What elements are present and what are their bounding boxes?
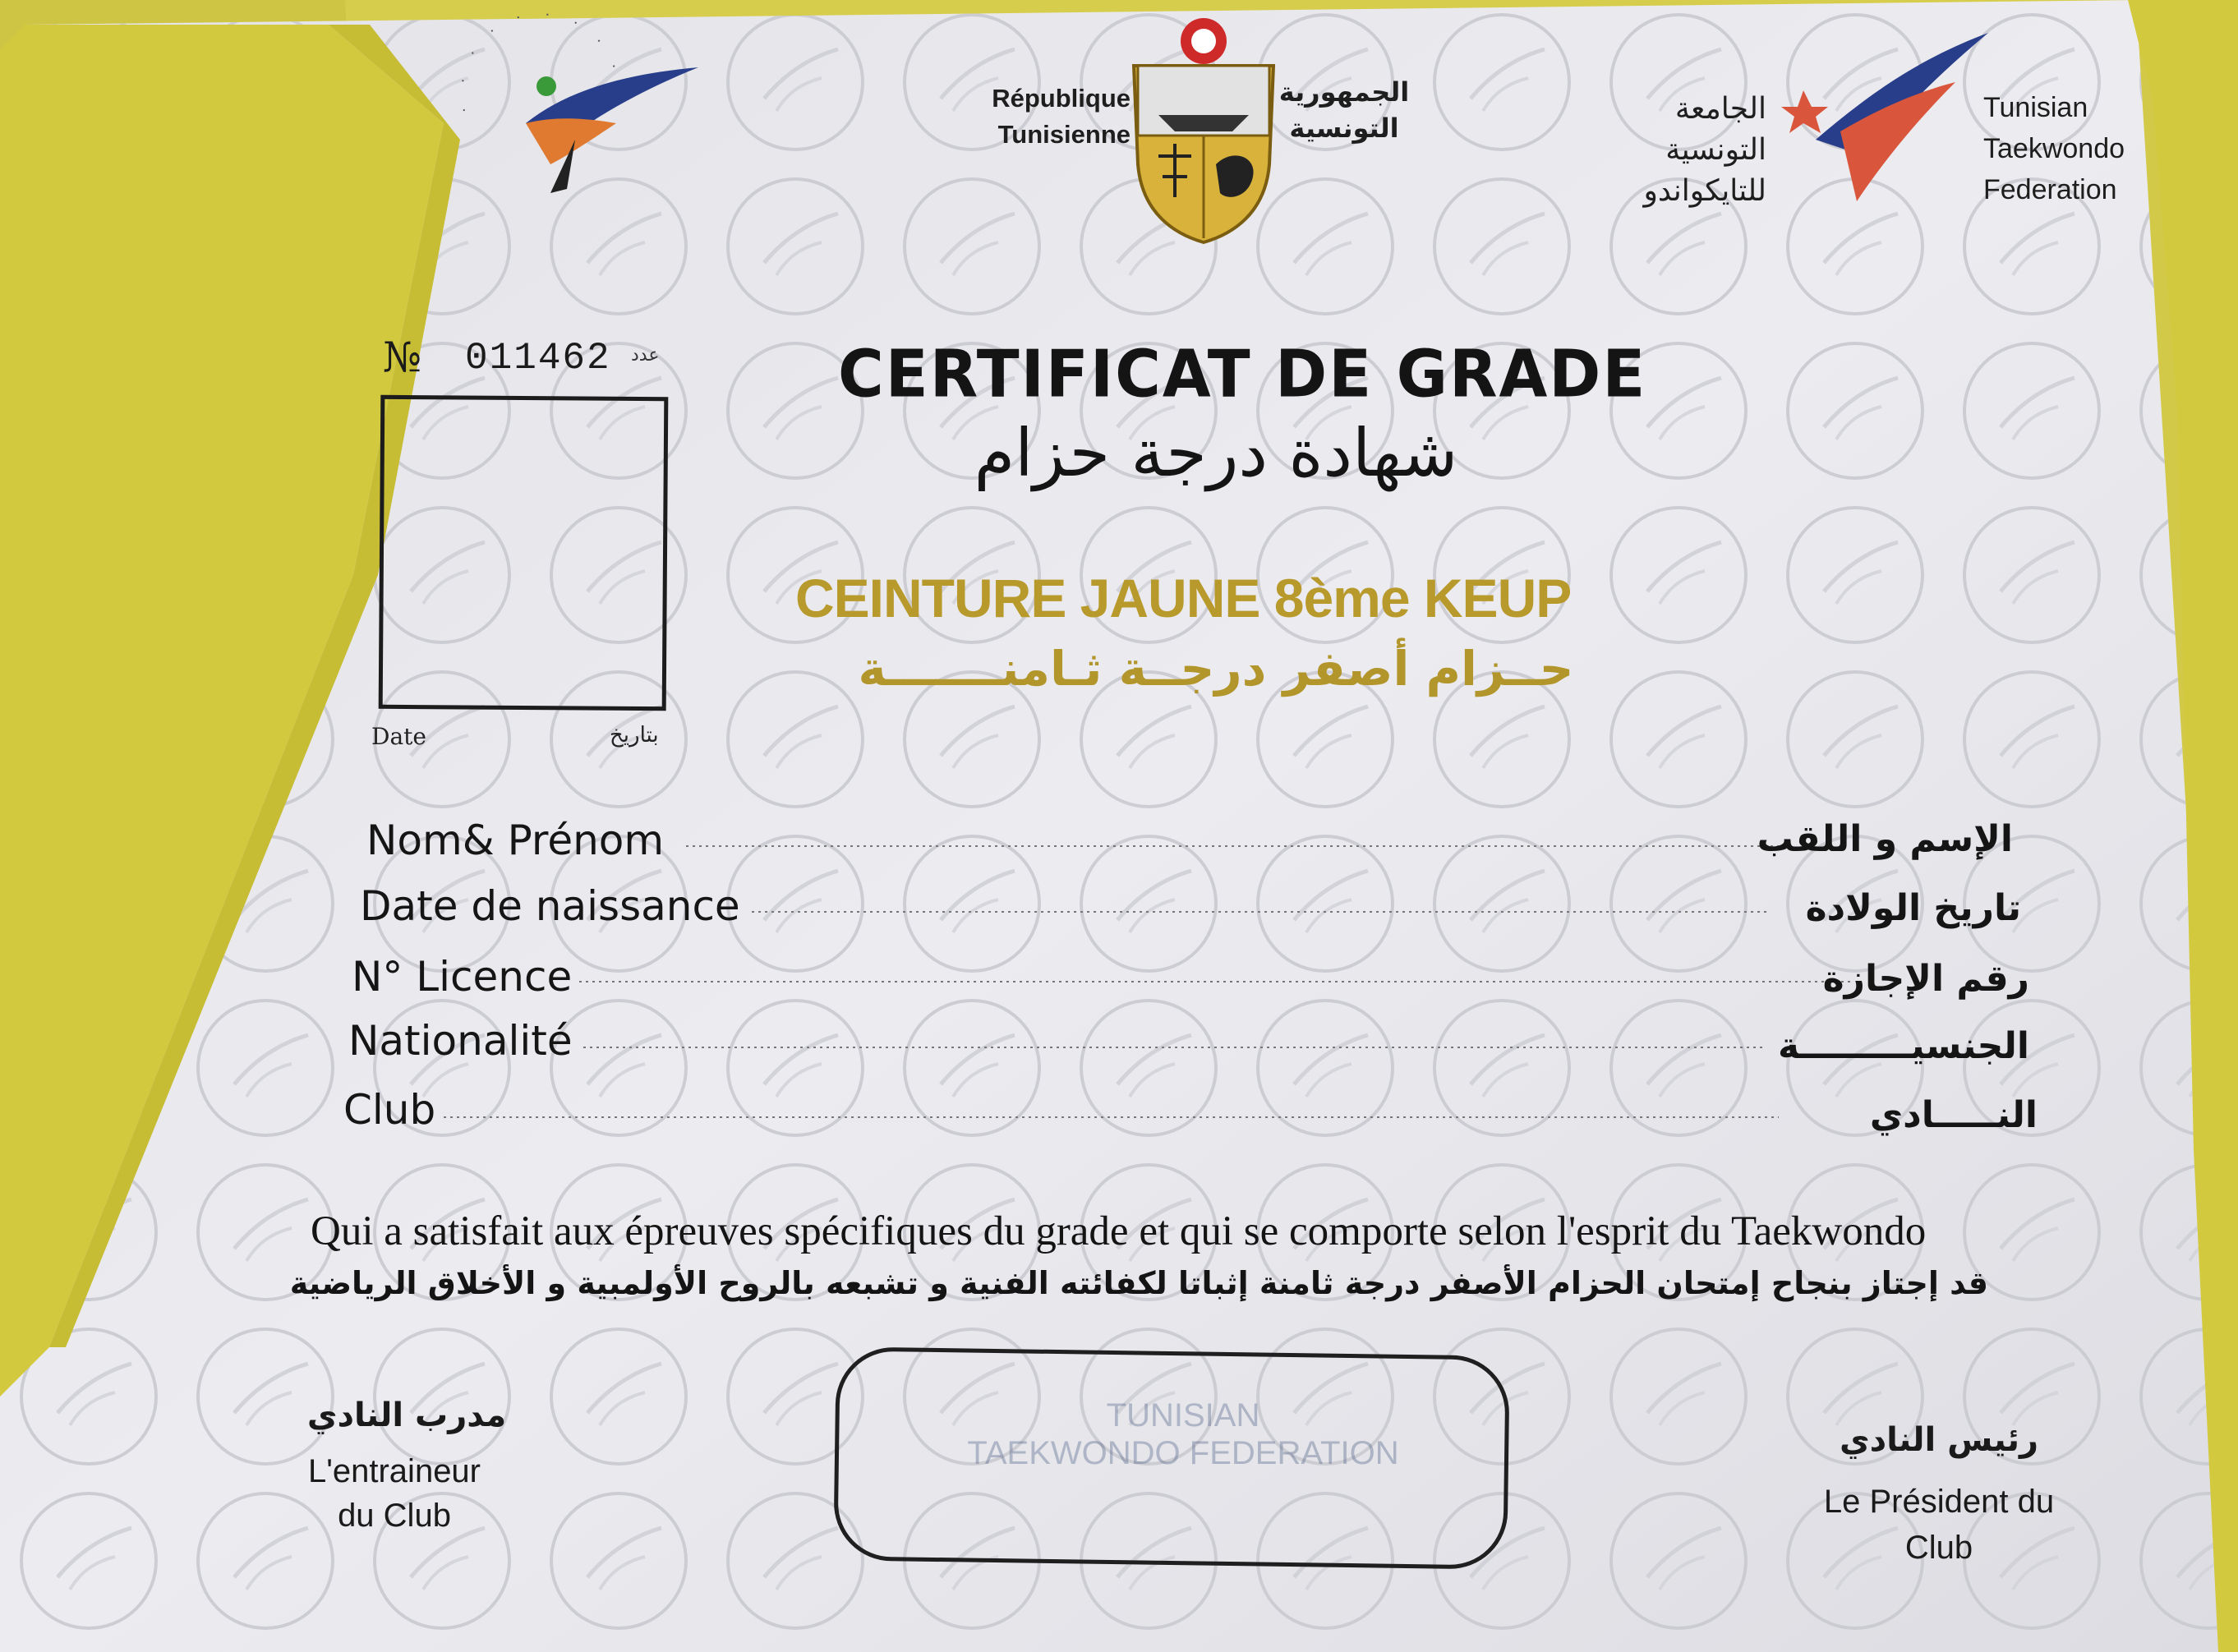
field-label-club-ar: النـــــادي	[1869, 1094, 2038, 1136]
federation-name-ar	[1577, 89, 1766, 212]
republic-ar-line-2: التونسية	[1289, 113, 1399, 144]
president-signature-label-ar: رئيس النادي	[1839, 1421, 2039, 1459]
coach-fr-line-2: du Club	[338, 1498, 451, 1534]
republic-ar-line-1: الجمهورية	[1278, 76, 1410, 108]
grade-title-fr: CEINTURE JAUNE 8ème KEUP	[795, 568, 1572, 628]
president-fr-line-1: Le Président du	[1823, 1484, 2055, 1520]
photo-date-label-fr: Date	[371, 723, 426, 750]
field-label-license-fr: N° Licence	[352, 953, 573, 1001]
republic-fr-line-2: Tunisienne	[997, 120, 1131, 149]
field-label-nationality-ar: الجنسيـــــــــة	[1777, 1025, 2029, 1067]
field-label-club-fr: Club	[343, 1086, 436, 1134]
certificate-number: 011462	[465, 337, 611, 380]
certificate-number-label: №	[383, 334, 422, 381]
photo-placeholder	[379, 395, 669, 711]
president-signature-label-fr	[1775, 1479, 2103, 1571]
stamp-line-2: TAEKWONDO FEDERATION	[967, 1435, 1399, 1471]
certificate-title-ar: شهادة درجة حزام	[974, 415, 1458, 491]
coach-signature-label-fr	[271, 1449, 518, 1538]
federation-en-line-2: Taekwondo	[1983, 133, 2125, 164]
federation-en-line-1: Tunisian	[1983, 92, 2088, 123]
field-label-birthdate-fr: Date de naissance	[360, 882, 740, 930]
field-label-birthdate-ar: تاريخ الولادة	[1805, 887, 2021, 929]
photo-date-label-ar: بتاريخ	[610, 723, 659, 748]
coach-signature-label-ar: مدرب النادي	[306, 1397, 507, 1434]
field-label-name-ar: الإسم و اللقب	[1757, 818, 2013, 860]
federation-ar-line-1: الجامعة	[1674, 92, 1766, 126]
statement-fr: Qui a satisfait aux épreuves spécifiques du grade et qui se comporte selon l'esprit du Taekwondo	[311, 1208, 1927, 1254]
stamp-line-1: TUNISIAN	[1106, 1397, 1260, 1433]
federation-ar-line-2: التونسية	[1665, 133, 1766, 167]
coach-fr-line-1: L'entraineur	[308, 1453, 481, 1489]
field-label-name-fr: Nom& Prénom	[366, 817, 665, 864]
field-input-name[interactable]	[690, 813, 1758, 849]
field-input-club[interactable]	[448, 1084, 1762, 1121]
federation-ar-line-3: للتايكواندو	[1643, 174, 1766, 208]
republic-name-ar	[1278, 74, 1410, 146]
field-input-nationality[interactable]	[587, 1015, 1754, 1051]
republic-name-fr	[966, 81, 1131, 153]
faded-stamp	[937, 1397, 1430, 1472]
field-input-birthdate[interactable]	[756, 879, 1758, 915]
certificate-number-label-ar: عدد	[631, 345, 660, 366]
federation-en-line-3: Federation	[1983, 174, 2117, 205]
federation-name-en	[1983, 87, 2125, 210]
field-label-license-ar: رقم الإجازة	[1822, 958, 2029, 1000]
president-fr-line-2: Club	[1904, 1530, 1973, 1566]
republic-fr-line-1: République	[992, 84, 1131, 113]
certificate-title-fr: CERTIFICAT DE GRADE	[838, 334, 1647, 412]
grade-title-ar: حــزام أصفر درجــة ثـامنـــــــة	[858, 641, 1574, 697]
field-input-license[interactable]	[583, 949, 1840, 985]
field-label-nationality-fr: Nationalité	[348, 1017, 573, 1065]
statement-ar: قد إجتاز بنجاح إمتحان الحزام الأصفر درجة ثامنة إثباتا لكفائته الفنية و تشبعه بالروح الأولمبية و الأخلاق الرياضية	[289, 1265, 1988, 1301]
